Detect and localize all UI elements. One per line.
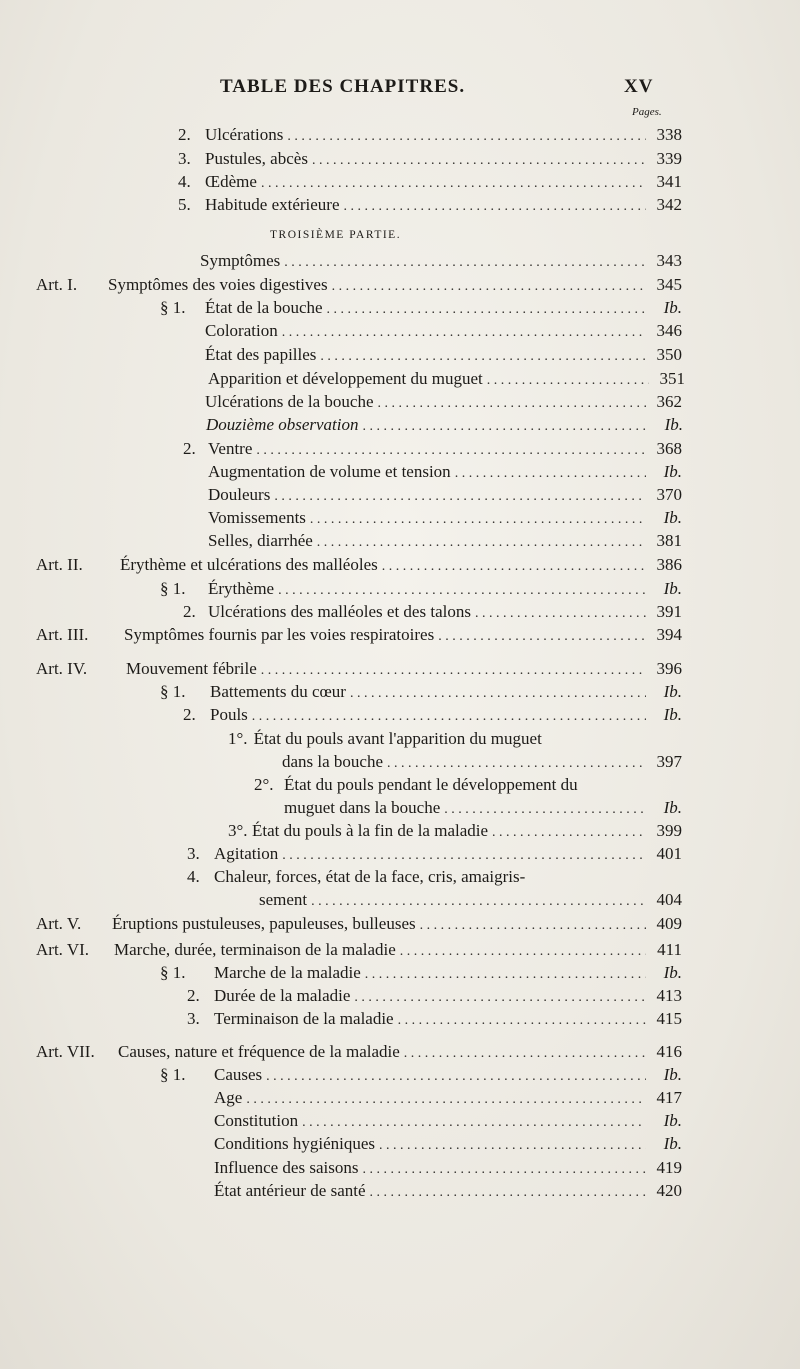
- toc-entry-page: Ib.: [663, 1111, 682, 1130]
- toc-entry-page: 350: [656, 345, 682, 364]
- toc-entry-title: dans la bouche: [282, 752, 384, 771]
- toc-entry-number: Art. II.: [36, 555, 83, 574]
- toc-entry-page: 339: [656, 149, 682, 168]
- toc-entry-title: Coloration: [205, 321, 278, 340]
- toc-entry: [178, 124, 682, 146]
- dot-leader: [400, 941, 646, 963]
- toc-entry: [259, 889, 682, 911]
- toc-entry-number: 2.: [183, 439, 196, 458]
- dot-leader: [444, 799, 646, 821]
- toc-entry: [36, 274, 682, 296]
- dot-leader: [278, 580, 646, 602]
- toc-entry-title: Terminaison de la maladie: [214, 1009, 394, 1028]
- dot-leader: [261, 660, 646, 682]
- toc-entry: [187, 866, 682, 888]
- dot-leader: [363, 416, 647, 438]
- toc-entry-page: Ib.: [663, 963, 682, 982]
- toc-entry-page: 391: [656, 602, 682, 621]
- toc-entry-page: 420: [656, 1181, 682, 1200]
- toc-entry-page: 351: [659, 369, 685, 388]
- toc-entry-page: Ib.: [663, 798, 682, 817]
- toc-entry-page: 413: [656, 986, 682, 1005]
- dot-leader: [475, 603, 646, 625]
- toc-entry: [208, 530, 682, 552]
- toc-entry-title: Chaleur, forces, état de la face, cris, amaigris-: [214, 867, 526, 886]
- toc-entry: [205, 414, 683, 436]
- toc-entry-page: Ib.: [663, 682, 682, 701]
- toc-entry: [208, 507, 682, 529]
- toc-entry: [284, 797, 682, 819]
- toc-entry-number: Art. I.: [36, 275, 78, 294]
- dot-leader: [332, 276, 646, 298]
- dot-leader: [246, 1089, 646, 1111]
- toc-entry-number: § 1.: [160, 963, 186, 982]
- toc-entry-number: 5.: [178, 195, 191, 214]
- toc-entry: [205, 391, 682, 413]
- dot-leader: [320, 346, 646, 368]
- toc-entry-title: Symptômes fournis par les voies respiratoires: [124, 625, 435, 644]
- toc-entry-page: 416: [656, 1042, 682, 1061]
- toc-entry-title: Douzième observation: [206, 415, 359, 434]
- toc-entry: [254, 774, 682, 796]
- toc-entry: [160, 297, 682, 319]
- toc-entry-number: 2.: [183, 602, 196, 621]
- toc-entry-title: sement: [259, 890, 308, 909]
- dot-leader: [266, 1066, 646, 1088]
- dot-leader: [252, 706, 646, 728]
- toc-entry-title: Durée de la maladie: [214, 986, 351, 1005]
- toc-entry-title: Apparition et développement du muguet: [208, 369, 483, 388]
- dot-leader: [365, 964, 646, 986]
- toc-entry-number: 2°.: [254, 775, 274, 794]
- toc-entry-page: 396: [656, 659, 682, 678]
- toc-entry-title: Symptômes: [200, 251, 281, 270]
- toc-entry-number: 4.: [187, 867, 200, 886]
- toc-entry-title: État du pouls à la fin de la maladie: [252, 821, 489, 840]
- toc-entry-title: État antérieur de santé: [214, 1181, 366, 1200]
- toc-entry-title: Mouvement fébrile: [126, 659, 257, 678]
- toc-entry-title: Ulcérations des malléoles et des talons: [208, 602, 471, 621]
- toc-entry-page: Ib.: [663, 298, 682, 317]
- toc-entry: [200, 250, 682, 272]
- toc-entry-page: 394: [656, 625, 682, 644]
- toc-entry-page: 368: [656, 439, 682, 458]
- toc-entry-title: Age: [214, 1088, 243, 1107]
- toc-entry: [187, 843, 682, 865]
- dot-leader: [362, 1159, 646, 1181]
- toc-entry: [36, 1041, 682, 1063]
- toc-entry: [214, 1087, 682, 1109]
- dot-leader: [379, 1135, 646, 1157]
- toc-entry-title: Douleurs: [208, 485, 271, 504]
- toc-entry-title: Vomissements: [208, 508, 306, 527]
- toc-entry: [160, 962, 682, 984]
- toc-entry-page: 362: [656, 392, 682, 411]
- toc-entry-page: 397: [656, 752, 682, 771]
- toc-entry-page: 381: [656, 531, 682, 550]
- toc-entry-number: 1°.: [228, 729, 248, 748]
- toc-entry-number: Art. III.: [36, 625, 89, 644]
- toc-entry-title: Ulcérations: [205, 125, 284, 144]
- toc-entry-number: § 1.: [160, 579, 186, 598]
- toc-entry-page: 345: [656, 275, 682, 294]
- toc-entry-page: Ib.: [663, 462, 682, 481]
- running-title: TABLE DES CHAPITRES.: [220, 76, 466, 97]
- toc-entry-title: Causes: [214, 1065, 263, 1084]
- dot-leader: [350, 683, 646, 705]
- toc-entry-page: Ib.: [663, 1065, 682, 1084]
- toc-entry-number: Art. VI.: [36, 940, 90, 959]
- page-number: XV: [624, 76, 654, 97]
- toc-entry-title: muguet dans la bouche: [284, 798, 441, 817]
- toc-entry-page: 409: [656, 914, 682, 933]
- toc-entry-title: État de la bouche: [205, 298, 323, 317]
- dot-leader: [354, 987, 646, 1009]
- dot-leader: [274, 486, 646, 508]
- toc-entry-title: Augmentation de volume et tension: [208, 462, 451, 481]
- dot-leader: [302, 1112, 646, 1134]
- toc-entry-title: Érythème et ulcérations des malléoles: [120, 555, 378, 574]
- toc-entry: [282, 751, 682, 773]
- toc-entry: [36, 913, 682, 935]
- toc-entry-page: 419: [656, 1158, 682, 1177]
- toc-entry-number: 2.: [178, 125, 191, 144]
- toc-entry-page: 417: [656, 1088, 682, 1107]
- toc-entry: [214, 1157, 682, 1179]
- dot-leader: [310, 509, 646, 531]
- toc-entry: [178, 171, 682, 193]
- toc-entry-number: § 1.: [160, 682, 186, 701]
- toc-entry: [36, 658, 682, 680]
- dot-leader: [370, 1182, 646, 1204]
- toc-entry: [183, 438, 682, 460]
- dot-leader: [327, 299, 646, 321]
- toc-entry: [214, 1180, 682, 1202]
- toc-entry: [228, 820, 682, 842]
- dot-leader: [404, 1043, 646, 1065]
- toc-entry-title: Conditions hygiéniques: [214, 1134, 376, 1153]
- dot-leader: [455, 463, 646, 485]
- toc-entry-page: Ib.: [663, 508, 682, 527]
- toc-entry: [178, 148, 682, 170]
- dot-leader: [282, 845, 646, 867]
- toc-entry: [205, 344, 682, 366]
- toc-entry: [183, 704, 682, 726]
- dot-leader: [492, 822, 646, 844]
- toc-entry-number: 3.: [187, 1009, 200, 1028]
- toc-entry: [36, 939, 682, 961]
- toc-entry-title: État des papilles: [205, 345, 317, 364]
- toc-entry-title: Ulcérations de la bouche: [205, 392, 374, 411]
- dot-leader: [261, 173, 646, 195]
- toc-entry-page: 341: [656, 172, 682, 191]
- toc-entry-number: 3°.: [228, 821, 248, 840]
- toc-entry-title: Battements du cœur: [210, 682, 346, 701]
- dot-leader: [487, 370, 649, 392]
- toc-entry-title: Érythème: [208, 579, 275, 598]
- section-heading: TROISIÈME PARTIE.: [270, 229, 402, 241]
- pages-column-label: Pages.: [632, 106, 662, 118]
- toc-entry-number: 3.: [178, 149, 191, 168]
- toc-entry-number: 3.: [187, 844, 200, 863]
- dot-leader: [282, 322, 646, 344]
- toc-entry-title: Marche de la maladie: [214, 963, 361, 982]
- toc-entry-title: Symptômes des voies digestives: [108, 275, 328, 294]
- dot-leader: [256, 440, 646, 462]
- dot-leader: [287, 126, 646, 148]
- toc-entry-title: Ventre: [208, 439, 253, 458]
- toc-entry: [208, 484, 682, 506]
- toc-entry-page: 401: [656, 844, 682, 863]
- toc-entry-page: 342: [656, 195, 682, 214]
- dot-leader: [382, 556, 646, 578]
- toc-entry: [160, 681, 682, 703]
- toc-entry: [160, 1064, 682, 1086]
- toc-entry-page: Ib.: [663, 1134, 682, 1153]
- dot-leader: [312, 150, 646, 172]
- toc-entry-number: Art. V.: [36, 914, 82, 933]
- toc-entry: [36, 624, 682, 646]
- toc-entry: [178, 194, 682, 216]
- dot-leader: [398, 1010, 646, 1032]
- toc-entry-title: Œdème: [205, 172, 257, 191]
- toc-entry: [36, 554, 682, 576]
- toc-entry-number: 4.: [178, 172, 191, 191]
- dot-leader: [284, 252, 646, 274]
- toc-entry-title: Agitation: [214, 844, 279, 863]
- dot-leader: [344, 196, 646, 218]
- toc-entry-title: État du pouls avant l'apparition du muguet: [253, 729, 542, 748]
- dot-leader: [317, 532, 646, 554]
- toc-entry-title: Constitution: [214, 1111, 299, 1130]
- toc-entry-title: Marche, durée, terminaison de la maladie: [114, 940, 396, 959]
- toc-entry: [214, 1110, 682, 1132]
- toc-entry-number: 2.: [183, 705, 196, 724]
- toc-entry-title: Éruptions pustuleuses, papuleuses, bulleuses: [112, 914, 416, 933]
- toc-entry-page: 343: [656, 251, 682, 270]
- toc-entry-page: Ib.: [663, 705, 682, 724]
- toc-entry: [208, 461, 682, 483]
- toc-entry-number: Art. VII.: [36, 1042, 95, 1061]
- toc-entry-page: 370: [656, 485, 682, 504]
- toc-entry-title: Habitude extérieure: [205, 195, 340, 214]
- toc-entry-title: Pouls: [210, 705, 248, 724]
- toc-entry: [228, 728, 682, 750]
- toc-entry-page: 411: [657, 940, 682, 959]
- toc-entry-number: § 1.: [160, 1065, 186, 1084]
- toc-entry: [183, 601, 682, 623]
- dot-leader: [387, 753, 646, 775]
- toc-entry-page: 386: [656, 555, 682, 574]
- toc-entry-page: 404: [656, 890, 682, 909]
- toc-entry-title: Influence des saisons: [214, 1158, 359, 1177]
- toc-entry-title: Selles, diarrhée: [208, 531, 313, 550]
- toc-entry: [187, 985, 682, 1007]
- toc-entry-page: Ib.: [663, 579, 682, 598]
- toc-entry-title: Causes, nature et fréquence de la maladie: [118, 1042, 400, 1061]
- toc-entry: [214, 1133, 682, 1155]
- toc-entry-title: État du pouls pendant le développement du: [284, 775, 578, 794]
- dot-leader: [378, 393, 646, 415]
- toc-entry-page: 399: [656, 821, 682, 840]
- toc-entry-number: 2.: [187, 986, 200, 1005]
- toc-entry-number: Art. IV.: [36, 659, 88, 678]
- toc-entry-title: Pustules, abcès: [205, 149, 308, 168]
- toc-entry: [205, 368, 685, 390]
- toc-entry-page: 346: [656, 321, 682, 340]
- toc-entry: [187, 1008, 682, 1030]
- toc-entry: [205, 320, 682, 342]
- dot-leader: [438, 626, 646, 648]
- toc-entry-page: Ib.: [664, 415, 683, 434]
- toc-entry: [160, 578, 682, 600]
- toc-entry-number: § 1.: [160, 298, 186, 317]
- dot-leader: [311, 891, 646, 913]
- toc-entry-page: 338: [656, 125, 682, 144]
- dot-leader: [420, 915, 646, 937]
- toc-entry-page: 415: [656, 1009, 682, 1028]
